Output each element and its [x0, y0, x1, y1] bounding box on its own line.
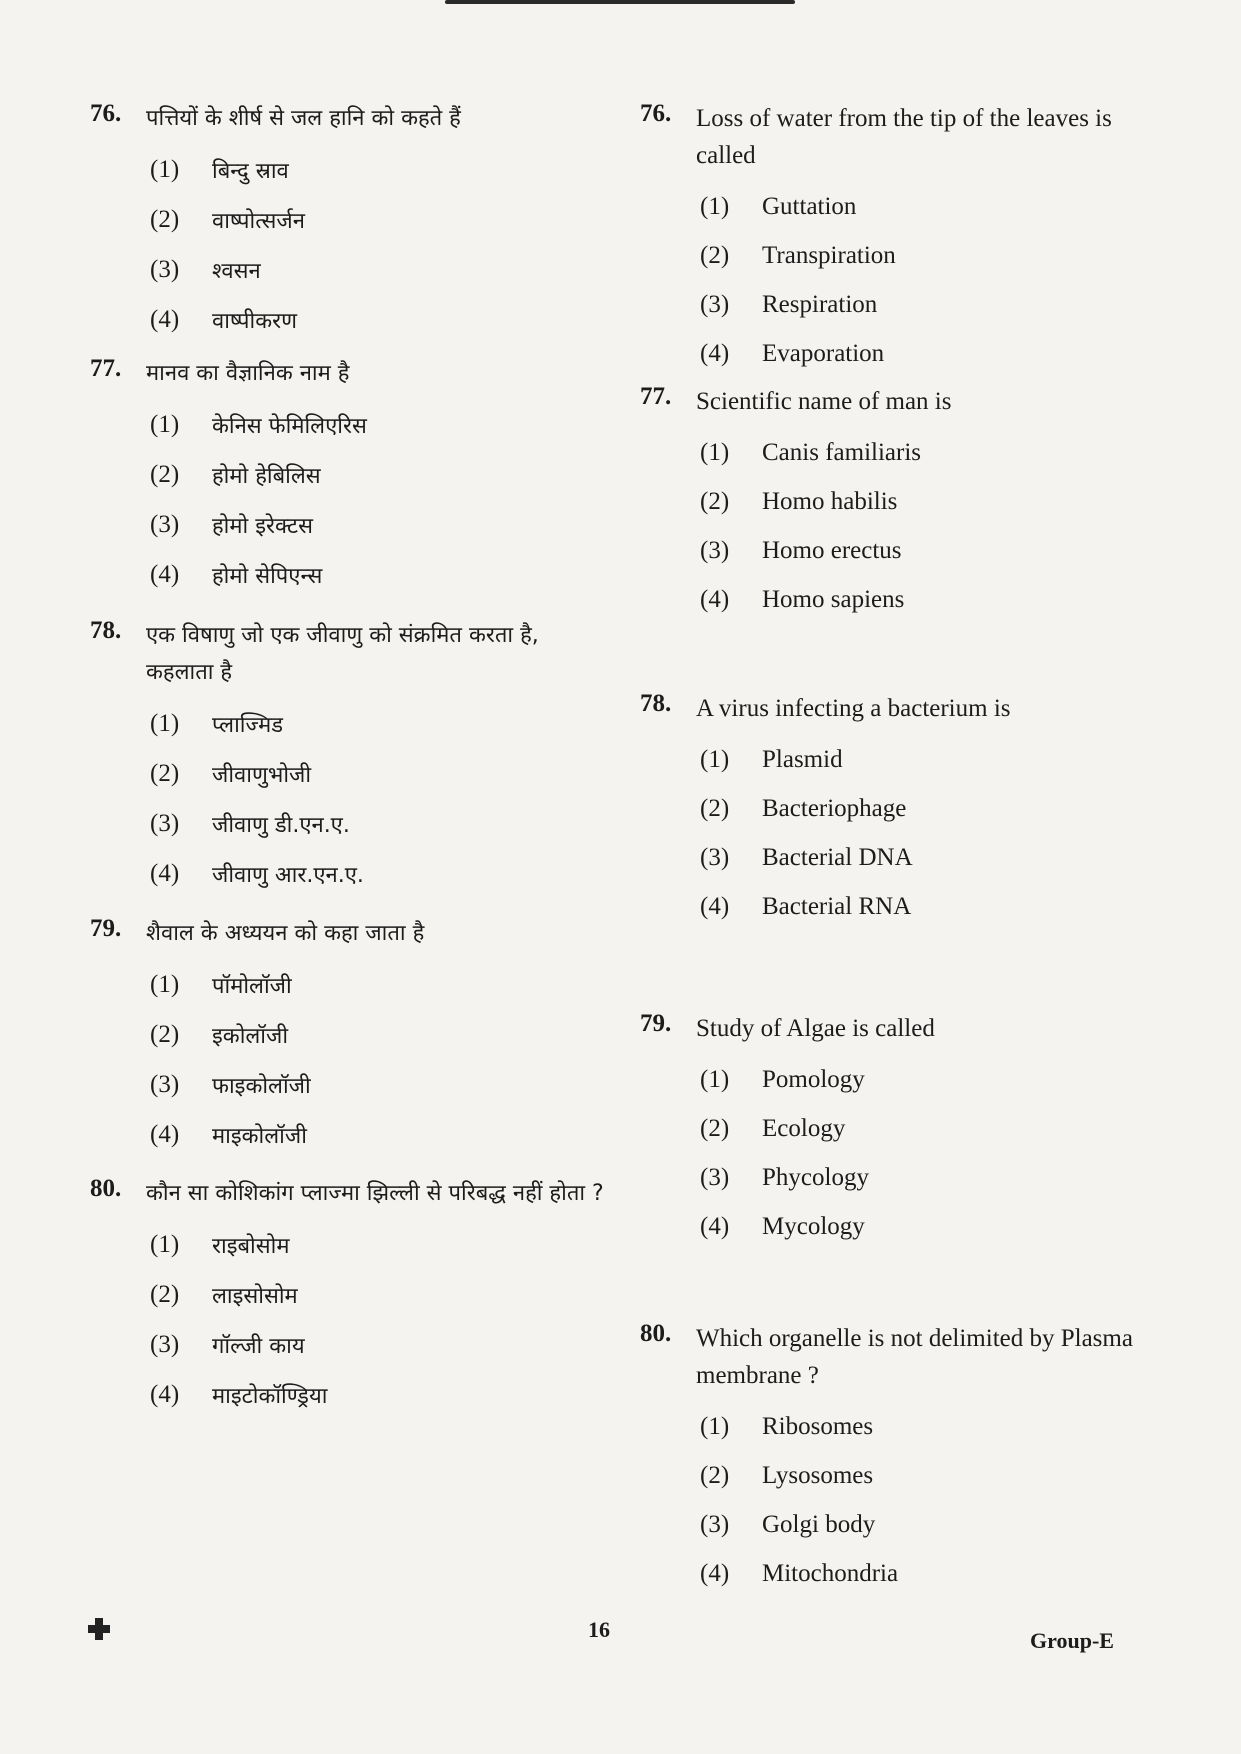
option: (2) Transpiration — [700, 241, 896, 269]
question-text: Which organelle is not delimited by Plasma membrane ? — [696, 1325, 1133, 1389]
option: (4) Mitochondria — [700, 1559, 899, 1587]
option: (2) इकोलॉजी — [150, 1021, 289, 1049]
question-text: एक विषाणु जो एक जीवाणु को संक्रमित करता है, कहलाता है — [146, 623, 539, 685]
top-rule — [445, 0, 795, 4]
option: (2) होमो हेबिलिस — [150, 461, 321, 489]
option: (4) Evaporation — [700, 339, 885, 367]
question-79-hi — [90, 915, 610, 1160]
option: (2) Bacteriophage — [700, 794, 907, 822]
question-text: Loss of water from the tip of the leaves is called — [696, 105, 1112, 169]
option: (1) Plasmid — [700, 745, 843, 773]
option: (3) होमो इरेक्टस — [150, 511, 313, 539]
option: (1) पॉमोलॉजी — [150, 971, 292, 999]
question-number: 78. — [640, 690, 672, 717]
question-number: 77. — [640, 383, 672, 410]
question-number: 76. — [640, 100, 672, 127]
question-text: मानव का वैज्ञानिक नाम है — [146, 361, 350, 386]
question-80-en — [640, 1320, 1160, 1598]
option: (1) प्लाज्मिड — [150, 710, 283, 738]
option: (4) Homo sapiens — [700, 585, 905, 613]
question-text: पत्तियों के शीर्ष से जल हानि को कहते हैं — [146, 106, 461, 131]
question-number: 80. — [640, 1320, 672, 1347]
option: (3) श्वसन — [150, 256, 261, 284]
question-number: 79. — [90, 915, 122, 942]
option: (2) लाइसोसोम — [150, 1281, 298, 1309]
question-text: Scientific name of man is — [696, 388, 952, 415]
option: (4) Mycology — [700, 1212, 865, 1240]
option: (4) Bacterial RNA — [700, 892, 912, 920]
option: (3) Phycology — [700, 1163, 869, 1191]
page-number: 16 — [588, 1617, 610, 1642]
option: (2) वाष्पोत्सर्जन — [150, 206, 305, 234]
question-77-hi — [90, 355, 610, 600]
option: (2) Lysosomes — [700, 1461, 874, 1489]
question-text: A virus infecting a bacterium is — [696, 695, 1011, 722]
option: (4) जीवाणु आर.एन.ए. — [150, 860, 364, 888]
option: (3) Bacterial DNA — [700, 843, 913, 871]
option: (1) Pomology — [700, 1065, 865, 1093]
option: (1) केनिस फेमिलिएरिस — [150, 411, 367, 439]
question-number: 76. — [90, 100, 122, 127]
option: (1) बिन्दु स्राव — [150, 156, 289, 184]
option: (2) जीवाणुभोजी — [150, 760, 312, 788]
option: (3) Respiration — [700, 290, 878, 318]
question-text: Study of Algae is called — [696, 1015, 935, 1042]
question-number: 78. — [90, 617, 122, 644]
option: (4) माइटोकॉण्ड्रिया — [150, 1381, 328, 1409]
option: (3) Golgi body — [700, 1510, 876, 1538]
question-78-en — [640, 690, 1160, 931]
option: (1) राइबोसोम — [150, 1231, 290, 1259]
question-77-en — [640, 383, 1160, 624]
option: (1) Ribosomes — [700, 1412, 874, 1440]
option: (4) माइकोलॉजी — [150, 1121, 307, 1149]
question-80-hi — [90, 1175, 610, 1420]
question-76-hi — [90, 100, 610, 345]
question-79-en — [640, 1010, 1160, 1251]
option: (4) होमो सेपिएन्स — [150, 561, 323, 589]
option: (2) Ecology — [700, 1114, 846, 1142]
question-78-hi — [90, 617, 610, 899]
question-number: 80. — [90, 1175, 122, 1202]
option: (4) वाष्पीकरण — [150, 306, 298, 334]
option: (3) गॉल्जी काय — [150, 1331, 305, 1359]
question-text: शैवाल के अध्ययन को कहा जाता है — [146, 921, 425, 946]
option: (3) जीवाणु डी.एन.ए. — [150, 810, 350, 838]
option: (1) Guttation — [700, 192, 857, 220]
option: (3) Homo erectus — [700, 536, 902, 564]
option: (2) Homo habilis — [700, 487, 898, 515]
question-number: 79. — [640, 1010, 672, 1037]
option: (1) Canis familiaris — [700, 438, 921, 466]
registration-cross-icon — [88, 1618, 110, 1640]
question-number: 77. — [90, 355, 122, 382]
option: (3) फाइकोलॉजी — [150, 1071, 311, 1099]
group-label: Group-E — [1030, 1628, 1114, 1653]
question-76-en — [640, 100, 1160, 378]
question-text: कौन सा कोशिकांग प्लाज्मा झिल्ली से परिबद्ध नहीं होता ? — [146, 1181, 604, 1206]
